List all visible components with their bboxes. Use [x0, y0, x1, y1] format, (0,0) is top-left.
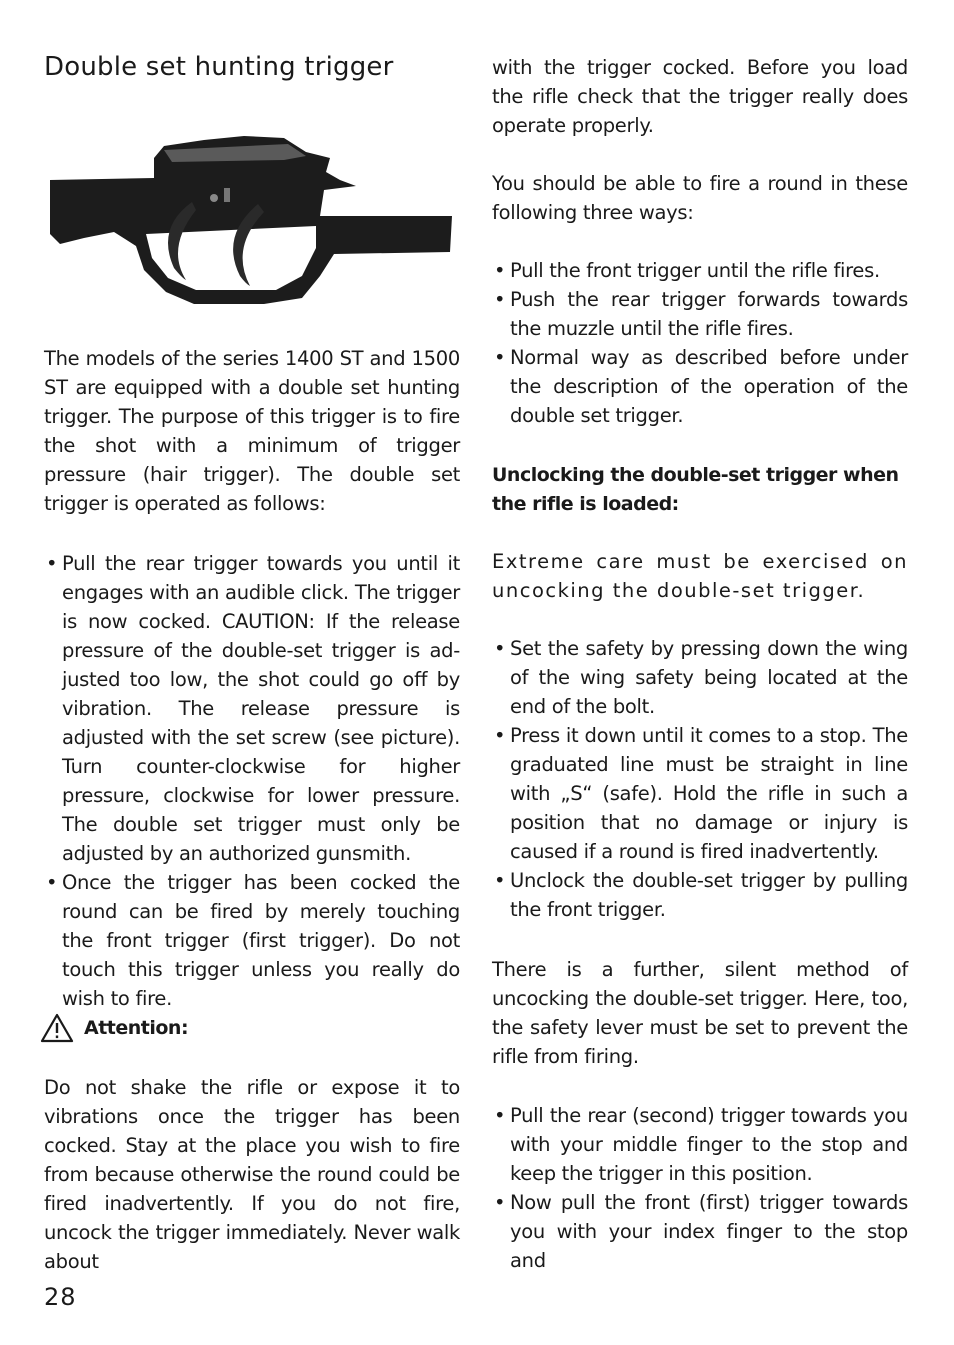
list-item: • Press it down until it comes to a stop. The graduated line must be straight in line with „S“ (safe). Hold the rifle in such a position that no damage or injury is caused if a round is fired inadvertently.: [492, 721, 908, 866]
list-item: • Set the safety by pressing down the wing of the wing safety being located at the end of the bolt.: [492, 634, 908, 721]
list-item: • Pull the front trigger until the rifle fires.: [492, 256, 908, 285]
list-item: • Now pull the front (first) trigger towards you with your index finger to the stop and: [492, 1188, 908, 1275]
list-item: • Once the trigger has been cocked the round can be fired by merely touching the front trigger (first trigger). Do not touch this trigger unless you really do wish to fire.: [44, 868, 460, 1013]
uncock-steps-list: [492, 634, 908, 924]
ways-list: [492, 256, 908, 430]
page-title: Double set hunting trigger: [44, 52, 394, 82]
list-item: • Pull the rear trigger towards you until it engages with an audible click. The trigger is now cocked. CAUTION: If the release pressure of the double-set trigger is ad-justed too low, the shot could go off by vibration. The release pressure is adjusted with the set screw (see picture). Turn counter-clockwise for higher pressure, clockwise for lower pressure. The double set trigger must only be adjusted by an authorized gunsmith.: [44, 549, 460, 868]
list-item: • Push the rear trigger forwards towards the muzzle until the rifle fires.: [492, 285, 908, 343]
attention-label: Attention:: [84, 1016, 189, 1039]
list-item: • Unclock the double-set trigger by pulling the front trigger.: [492, 866, 908, 924]
list-item: • Pull the rear (second) trigger towards you with your middle finger to the stop and keep the trigger in this position.: [492, 1101, 908, 1188]
continued-paragraph: with the trigger cocked. Before you load the rifle check that the trigger really does operate properly.: [492, 56, 908, 137]
page-number: 28: [44, 1283, 77, 1311]
ways-intro: You should be able to fire a round in these following three ways:: [492, 172, 908, 224]
attention-heading: [40, 1013, 188, 1043]
intro-paragraph: The models of the series 1400 ST and 1500 ST are equipped with a double set hunting trigger. The purpose of this trigger is to fire the shot with a minimum of trigger pressure (hair trigger). The double set trigger is operated as follows:: [44, 347, 460, 515]
warning-triangle-icon: [40, 1013, 74, 1043]
operation-list: [44, 549, 460, 1013]
attention-paragraph: Do not shake the rifle or expose it to vibrations once the trigger has been cocked. Stay at the place you wish to fire from because otherwise the round could be fired inadvertently. If you do not fire, uncock the trigger immediately. Never walk about: [44, 1076, 460, 1273]
double-set-trigger-photo: [44, 128, 456, 308]
trigger-figure: [44, 128, 456, 308]
silent-steps-list: [492, 1101, 908, 1275]
silent-method-paragraph: There is a further, silent method of uncocking the double-set trigger. Here, too, the safety lever must be set to prevent the rifle from firing.: [492, 958, 908, 1068]
list-item: • Normal way as described before under the description of the operation of the double set trigger.: [492, 343, 908, 430]
section-heading: Unclocking the double-set trigger when the rifle is loaded:: [492, 464, 899, 515]
care-paragraph: Extreme care must be exercised on uncocking the double-set trigger.: [492, 550, 908, 602]
